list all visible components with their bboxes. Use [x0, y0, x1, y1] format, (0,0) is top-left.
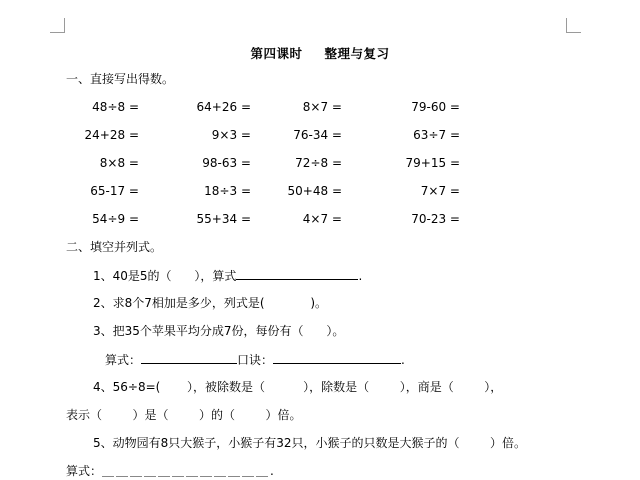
calc-label: 算式：	[66, 464, 103, 478]
title-main: 第四课时	[250, 46, 303, 61]
page-corner-mark-top-right	[566, 18, 581, 33]
arithmetic-problem: 7×7 =	[420, 184, 460, 198]
calc-end: .	[270, 464, 274, 478]
arithmetic-problem: 98-63 =	[202, 156, 251, 170]
page-corner-mark-top-left	[50, 18, 65, 33]
page-title	[0, 44, 640, 62]
question-1	[93, 268, 362, 283]
arithmetic-problem: 9×3 =	[211, 128, 251, 142]
calc-blank	[141, 352, 237, 364]
arithmetic-problem: 48÷8 =	[92, 100, 139, 114]
arithmetic-problem: 70-23 =	[411, 212, 460, 226]
question-4-continuation: 表示（ ）是（ ）的（ ）倍。	[66, 408, 302, 422]
arithmetic-problem: 54÷9 =	[92, 212, 139, 226]
calc-label: 算式：	[105, 353, 142, 367]
arithmetic-problem: 72÷8 =	[295, 156, 342, 170]
question-5-calc	[66, 464, 274, 478]
arithmetic-problem: 55+34 =	[196, 212, 251, 226]
arithmetic-problem: 24+28 =	[84, 128, 139, 142]
arithmetic-problem: 79+15 =	[405, 156, 460, 170]
question-1-text: 1、40是5的（ ），算式	[93, 269, 237, 283]
arithmetic-problem: 4×7 =	[302, 212, 342, 226]
calc-dashes: ＿＿＿＿＿＿＿＿＿＿＿＿	[102, 464, 271, 478]
arithmetic-problem: 76-34 =	[293, 128, 342, 142]
question-5: 5、动物园有8只大猴子，小猴子有32只，小猴子的只数是大猴子的（ ）倍。	[93, 436, 527, 450]
section2-heading: 二、填空并列式。	[66, 240, 163, 254]
arithmetic-problem: 8×7 =	[302, 100, 342, 114]
arithmetic-problem: 50+48 =	[287, 184, 342, 198]
arithmetic-problem: 79-60 =	[411, 100, 460, 114]
calc-end: .	[401, 353, 405, 367]
question-1-end: .	[358, 269, 363, 283]
question-2: 2、求8个7相加是多少，列式是( )。	[93, 296, 328, 310]
arithmetic-problem: 8×8 =	[99, 156, 139, 170]
mnemonic-blank	[273, 352, 401, 364]
answer-blank	[236, 268, 358, 280]
question-3: 3、把35个苹果平均分成7份，每份有（ ）。	[93, 324, 345, 338]
mnemonic-label: 口诀：	[237, 353, 274, 367]
question-4: 4、56÷8=( ），被除数是（ ），除数是（ ），商是（ ），	[93, 380, 503, 394]
arithmetic-problem: 65-17 =	[90, 184, 139, 198]
arithmetic-problem: 64+26 =	[196, 100, 251, 114]
title-sub: 整理与复习	[324, 46, 390, 61]
section1-heading: 一、直接写出得数。	[66, 72, 175, 86]
arithmetic-problem: 18÷3 =	[204, 184, 251, 198]
arithmetic-problem: 63÷7 =	[413, 128, 460, 142]
question-3-calc	[105, 352, 405, 367]
